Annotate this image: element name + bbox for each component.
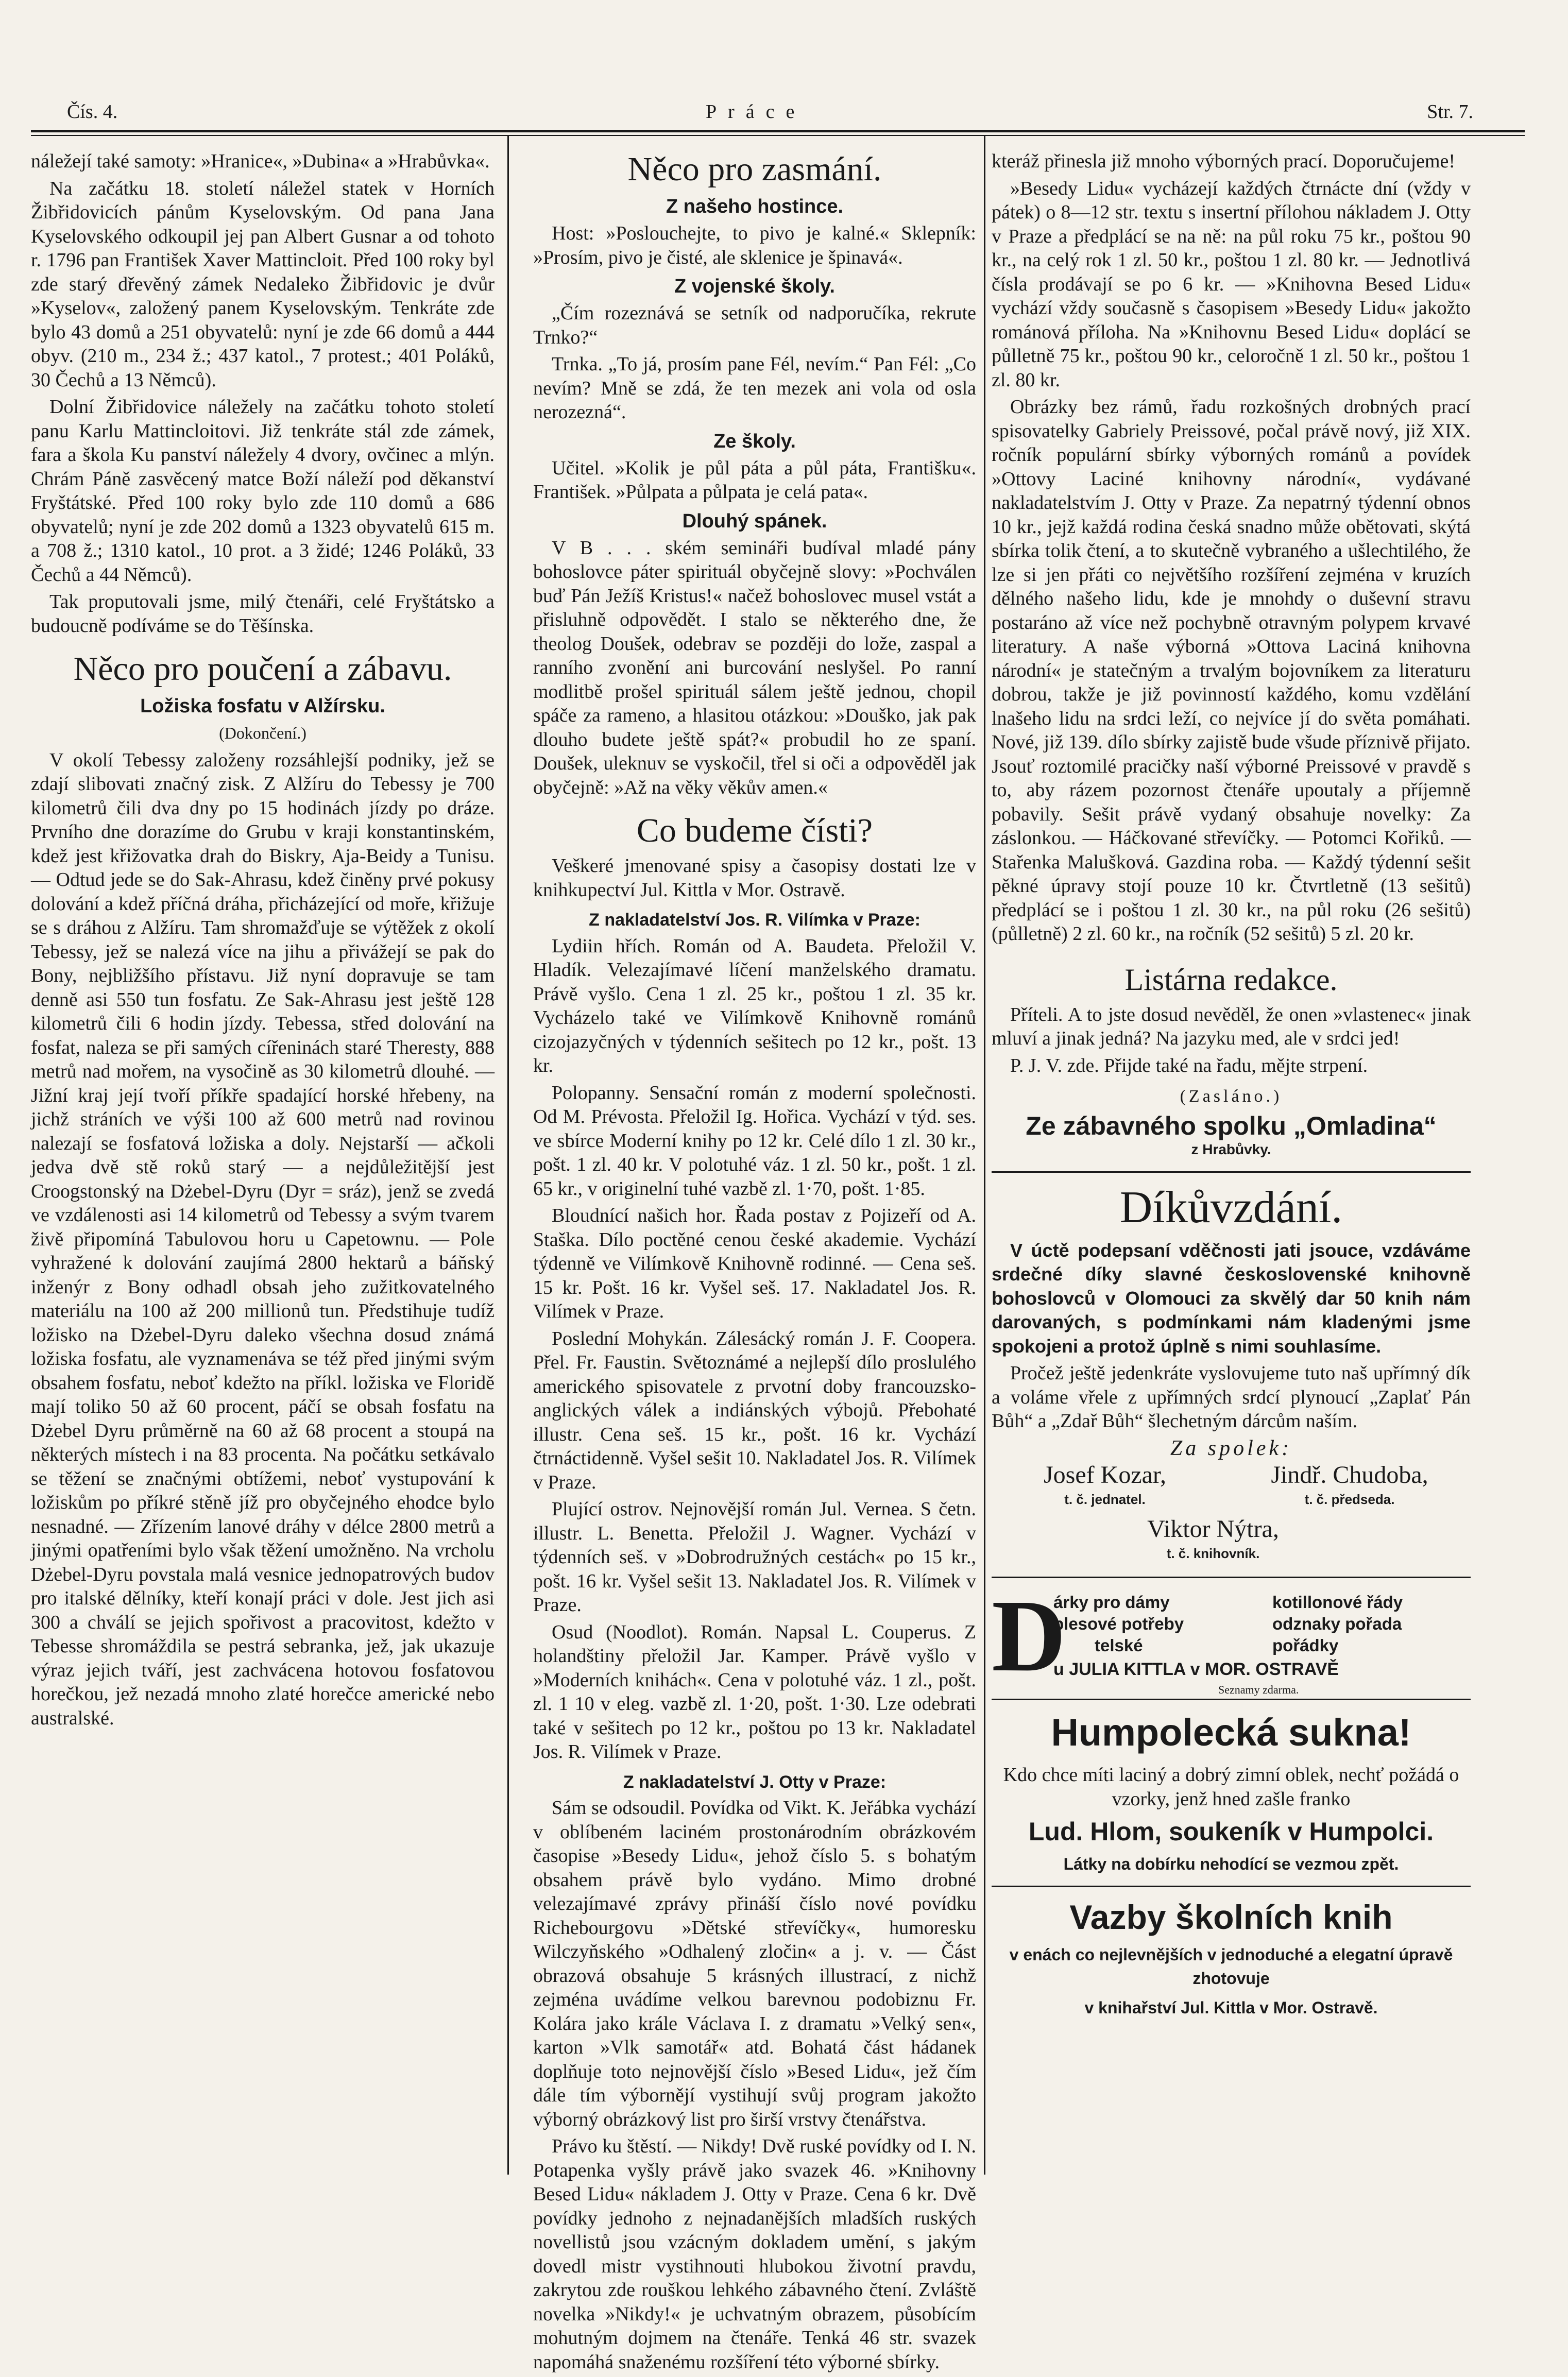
advert-line: plesové potřeby (1053, 1614, 1184, 1633)
divider (992, 1171, 1471, 1173)
signature-name: Viktor Nýtra, (1147, 1515, 1279, 1543)
column-middle (533, 149, 976, 2377)
divider (992, 1577, 1471, 1578)
advert-line: telské (1095, 1636, 1143, 1655)
humpolec-advert-title: Humpolecká sukna! (1051, 1711, 1411, 1754)
advert-address: u JULIA KITTLA v MOR. OSTRAVĚ (1053, 1660, 1339, 1679)
kittl-advert (992, 1579, 1471, 1696)
signature-role: t. č. předseda. (1304, 1491, 1395, 1507)
paragraph: V okolí Tebessy založeny rozsáhlejší podniky, jež se zdají slibovati značný zisk. Z Alžíru do Tebessy je 700 kilometrů čili dva dny po 15 hodinách jízdy po dráze. Prvního dne dorazíme do Grubu v kraji konstantinském, kdež jest křižovatka drah do Biskry, Aja-Beidy a Tunisu. — Odtud jede se do Sak-Ahrasu, kdež činěny prvé pokusy dolování a kdež příčná dráha, přicházející od moře, křižuje se s dráhou z Alžíru. Tam shromažďuje se výtěžek z okolí Tebessy, jež se nalezá více na jihu a přivážejí se pak do Bony, nejbližšího přístavu. Již nyní dopravuje se tam denně asi 550 tun fosfatu. Ze Sak-Ahrasu jest ještě 128 kilometrů čili 6 hodin jízdy. Tebessa, střed dolování na fosfat, naleza se při samých cířeninách staré Theresty, 888 metrů nad mořem, na vysočině as 30 kilometrů dlouhé. — Jižní kraj její tvoří příkře spadající horské hřebeny, na jichž stráních ve výši 100 až 600 metrů nad rovinou nalezají se fosfatová ložiska a doly. Nejstarší — ačkoli jedva dvě stě roků starý — a nejdůležitější jest Croogstonský na Dżebel-Dyru (Dyr = sráz), jenž se zvedá ve vzdálenosti asi 14 kilometrů od Tebessy a svým tvarem živě připomíná Tabulovou horu u Capetownu. — Pole vyhražené k dolování zaujímá 2800 hektarů a báňský inženýr z Bony odhadl obsah jeho zužitkovatelného materiálu na 100 až 200 millionů tun. Předstihuje tudíž ložisko na Dżebel-Dyru daleko všechna dosud známá ložiska fosfatu, ale vyznamenáva se též před jinými svým obsahem fosfatu, neboť kdežto na příkl. ložiska ve Floridě mají toliko 50 až 60 procent, páčí se obsah fosfatu na Dżebel Dyru průměrně na 60 až 68 procent a stoupá na některých místech i na 83 procenta. Na počátku setkávalo se těžení se značnými obtížemi, neboť vystupování k ložiskům po příkré stěně jíž pro obyčejného ehodce bylo nesnadné. — Zřízením lanové dráhy v délce 2800 metrů a jinými opatřeními bylo však těžení umožněno. Na vrcholu Dżebel-Dyru povstala malá vesnice jednopatrových budov pro italské dělníky, kteří konají práci v dole. Jest jich asi 300 a chválí se jejich spořivost a pracovitost, kdežto v Tebesse shromáždila se pestrá sebranka, jež, jak ukazuje výraz jejich tváří, jest zachvácena hotovou fosfatovou horečkou, jež nezadá mnoho zlaté horečce americké nebo australské. (31, 749, 495, 1729)
omladina-heading: Ze zábavného spolku „Omladina“ (1026, 1111, 1437, 1140)
joke-heading: Z vojenské školy. (674, 276, 835, 297)
paragraph: Sám se odsoudil. Povídka od Vikt. K. Jeřábka vychází v oblíbeném laciném prostonárodním obrázkovém časopise »Besedy Lidu«, jehož číslo 5. s bohatým obsahem právě bylo vydáno. Mimo drobné velezajímavé zprávy přináší číslo nové povídku Richebourgovu »Dětské střevíčky«, humoresku Wilczyňského »Odhalený zločin« a j. v. — Část obrazová obsahuje 5 krásných illustrací, z nichž zejména uvádíme velkou barevnou podobiznu Fr. Kolára jako krále Václava I. z dramatu »Velký sen«, karton »Vlk samotář« atd. Bohatá část hádanek doplňuje toto nejnovější číslo »Besed Lidu«, jež čím dále tím výbornějí vystihují svůj program jakožto výborný obrázkový list pro širší vrstvy čtenářstva. (533, 1797, 976, 2130)
section-heading: Co budeme čísti? (636, 812, 873, 849)
za-spolek-label: Za spolek: (1170, 1436, 1292, 1460)
section-heading: Něco pro zasmání. (627, 150, 882, 188)
header-rule-thin (31, 135, 1525, 136)
decorative-initial: D (992, 1579, 1066, 1693)
paragraph: „Čím rozeznává se setník od nadporučíka, rekrute Trnko?“ (533, 302, 976, 348)
advert-line: kotillonové řády (1272, 1593, 1403, 1612)
humpolec-advert-note: Látky na dobírku nehodící se vezmou zpět. (1063, 1855, 1399, 1873)
paragraph: Učitel. »Kolik je půl páta a půl páta, Františku«. František. »Půlpata a půlpata je celá pata«. (533, 457, 976, 503)
paragraph: Dolní Žibřidovice náležely na začátku tohoto století panu Karlu Mattincloitovi. Již tenkráte stál zde zámek, fara a škola Ku panství náležely 4 dvory, ovčinec a mlýn. Chrám Páně zasvěcený matce Boží náleží pod děkanství Fryštátské. Před 100 roky bylo zde 110 domů a 686 obyvatelů; nyní je zde 202 domů a 1323 obyvatelů 615 m. a 708 ž.; 1310 katol., 10 prot. a 3 židé; 1246 Poláků, 33 Čechů a 44 Němců). (31, 396, 495, 586)
paragraph: V úctě podepsaní vděčnosti jati jsouce, vzdáváme srdečné díky slavné československé knihovně bohoslovců v Olomouci za skvělý dar 50 knih nám darovaných, s podmínkami nám kladenými jsme spokojeni a protož úplně s nimi souhlasíme. (992, 1239, 1471, 1357)
article-title: Ložiska fosfatu v Alžírsku. (140, 695, 385, 717)
paragraph: Host: »Poslouchejte, to pivo je kalné.« Sklepník: »Prosím, pivo je čisté, ale sklenice je špinavá«. (533, 223, 976, 268)
bindings-advert-address: v knihařství Jul. Kittla v Mor. Ostravě. (1084, 1998, 1378, 2017)
omladina-subheading: z Hrabůvky. (1191, 1141, 1271, 1157)
page-header (67, 100, 1473, 131)
paragraph: Právo ku štěstí. — Nikdy! Dvě ruské povídky od I. N. Potapenka vyšly právě jako svazek 46. »Knihovny Besed Lidu« nákladem J. Otty v Praze. Cena 6 kr. Dvě povídky jednoho z nejnadanějších mladších ruských novellistů jsou vzácným dokladem umění, s jakým dovedl mistr vystihnouti hlubokou životní pravdu, zakrytou zde rouškou lehkého zábavného čtení. Zvláště novelka »Nikdy!« je uchvatným obrazem, působícím mohutným dojmem na čtenáře. Tenká 46 str. svazek napomáhá snaženému rozšíření této výborné sbírky. (533, 2135, 976, 2373)
section-heading: Něco pro poučení a zábavu. (73, 650, 452, 688)
joke-heading: Dlouhý spánek. (682, 510, 827, 532)
paragraph: »Besedy Lidu« vycházejí každých čtrnácte dní (vždy v pátek) o 8—12 str. textu s insertní přílohou nákladem J. Otty v Praze a předplácí se na ně: na půl roku 75 kr., poštou 90 kr., na celý rok 1 zl. 50 kr., poštou 1 zl. 80 kr. — Jednotlivá čísla prodávají se po 6 kr. — »Knihovna Besed Lidu« vychází vždy současně s časopisem »Besedy Lidu« jakožto románová příloha. Na »Knihovnu Besed Lidu« doplácí se půlletně 75 kr., poštou 90 kr., celoročně 1 zl. 50 kr., poštou 1 zl. 80 kr. (992, 177, 1471, 391)
paragraph: Osud (Noodlot). Román. Napsal L. Couperus. Z holandštiny přeložil Jar. Kamper. Právě vyšlo v »Moderních knihách«. Cena v polotuhé váz. 1 zl., pošt. zl. 1 10 v eleg. vazbě zl. 1·20, pošt. 1·30. Lze odebrati také v sešitech po 12 kr., poštou po 13 kr. Nakladatel Jos. R. Vilímek v Praze. (533, 1621, 976, 1763)
signature-name: Josef Kozar, (1044, 1461, 1166, 1489)
zaslano-label: (Zasláno.) (1180, 1087, 1283, 1106)
column-divider-2 (984, 135, 985, 2175)
section-heading: Listárna redakce. (1124, 962, 1338, 997)
paragraph: Obrázky bez rámů, řadu rozkošných drobných prací spisovatelky Gabriely Preissové, počal právě nový, již XIX. ročník populární sbírky výborných románů a povídek »Ottovy Laciné knihovny národní«, vydávané nakladatelstvím J. Otty v Praze. Za nepatrný týdenní obnos 10 kr., jejž každá rodina česká snadno může obětovati, skýtá sbírka tolik čtení, a to skutečně vybraného a ušlechtilého, že lze si jen přáti co největšího rozšíření zejména v kruzích dělného našeho lidu, kde je mnohdy o duševní stravu postaráno až více než pochybně otravným polypem krvavé literatury. A naše výborná »Ottova Laciná knihovna národní« je statečným a trvalým bojovníkem za literaturu dobrou, takže je již povinností každého, komu vzdělání lnašeho lidu na srdci leží, co nejvíce jí do světa pomáhati. Nové, již 139. dílo sbírky zajistě bude všude příznivě přijato. Jsouť roztomilé pracičky naší výborné Preissové v pravdě s to, aby rázem pozornost čtenáře upoutaly a příjemně pobavily. Sešit právě vydaný obsahuje novelky: Za záslonkou. — Háčkované střevíčky. — Potomci Kořiků. — Stařenka Malušková. Gazdina roba. — Každý týdenní sešit pěkné úpravy stojí pouze 10 kr. Čtvrtletně (13 sešitů) předplácí se i poštou 1 zl. 30 kr., na půl roku (26 sešitů) (půlletně) 2 zl. 60 kr., na ročník (52 sešitů) 5 zl. 20 kr. (992, 396, 1471, 945)
page-number: Str. 7. (1427, 101, 1473, 123)
paragraph: Kdo chce míti laciný a dobrý zimní oblek, nechť požádá o vzorky, jenž hned zašle franko (1003, 1764, 1459, 1810)
column-divider-1 (507, 135, 509, 2175)
bindings-advert-title: Vazby školních knih (1069, 1897, 1393, 1936)
paragraph: Veškeré jmenované spisy a časopisy dostati lze v knihkupectví Jul. Kittla v Mor. Ostravě. (533, 855, 976, 901)
signatures (992, 1463, 1471, 1577)
paragraph: náležejí také samoty: »Hranice«, »Dubina« a »Hrabůvka«. (31, 150, 490, 172)
publisher-heading: Z nakladatelství J. Otty v Praze: (623, 1772, 887, 1792)
bindings-advert-text: v enách co nejlevnějších v jednoduché a elegatní úpravě zhotovuje (1009, 1945, 1453, 1988)
signature-role: t. č. jednatel. (1064, 1491, 1146, 1507)
joke-heading: Ze školy. (713, 430, 796, 452)
header-rule (31, 130, 1525, 132)
advert-line: pořádky (1272, 1636, 1339, 1655)
paragraph: kteráž přinesla již mnoho výborných prací. Doporučujeme! (992, 150, 1456, 172)
paragraph: Pročež ještě jedenkráte vyslovujeme tuto naš upřímný dík a voláme vřele z upřímných srdcí plynoucí „Zaplať Pán Bůh“ a „Zdař Bůh“ šlechetným dárcům naším. (992, 1362, 1471, 1432)
advert-right-lines (1272, 1592, 1403, 1656)
newspaper-title: Práce (706, 101, 806, 123)
paragraph: Plující ostrov. Nejnovější román Jul. Verneа. S četn. illustr. L. Benetta. Přeložil J. Wagner. Vychází v týdenních seš. v »Dobrodružných cestách« po 15 kr., pošt. 16 kr. Vyšel sešit 13. Nakladatel Jos. R. Vilímek v Praze. (533, 1498, 976, 1616)
paragraph: Na začátku 18. století náležel statek v Horních Žibřidovicích pánům Kyselovským. Od pana Jana Kyselovského odkoupil jej pan Albert Gusnar a od tohoto r. 1796 pan František Xaver Mattincloit. Před 100 roky byl zde starý dřevěný zámek Nedaleko Žibřidovic je dvůr »Kyselov«, založený panem Kyselovským. Tenkráte zde bylo 43 domů a 251 obyvatelů: nyní je zde 66 domů a 444 obyv. (210 m., 234 ž.; 437 katol., 7 protest.; 401 Poláků, 30 Čechů a 13 Němců). (31, 177, 495, 391)
signature-name: Jindř. Chudoba, (1271, 1461, 1428, 1489)
joke-heading: Z našeho hostince. (666, 196, 844, 217)
paragraph: Trnka. „To já, prosím pane Fél, nevím.“ Pan Fél: „Co nevím? Mně se zdá, že ten mezek ani vola od osla nerozezná“. (533, 353, 976, 423)
advert-line: árky pro dámy (1053, 1593, 1170, 1612)
paragraph: Tak proputovali jsme, milý čtenáři, celé Fryštátsko a budoucně podíváme se do Těšínska. (31, 591, 495, 637)
article-subtitle: (Dokončení.) (219, 724, 306, 742)
paragraph: Polopanny. Sensační román z moderní společnosti. Od M. Prévosta. Přeložil Ig. Hořica. Vychází v týd. ses. ve sbírce Moderní knihy po 12 kr. Celé dílo 1 zl. 30 kr., pošt. 1 zl. 40 kr. V polotuhé váz. 1 zl. 50 kr., pošt. 1 zl. 65 kr., v originelní tuhé vazbě zl. 1·70, pošt. 1·85. (533, 1082, 976, 1200)
paragraph: Příteli. A to jste dosud nevěděl, že onen »vlastenec« jinak mluví a jinak jedná? Na jazyku med, ale v srdci jed! (992, 1003, 1471, 1049)
advert-left-lines (1053, 1592, 1184, 1656)
issue-number: Čís. 4. (67, 101, 118, 123)
paragraph: P. J. V. zde. Přijde také na řadu, mějte strpení. (1010, 1054, 1368, 1076)
paragraph: Bloudnící našich hor. Řada postav z Pojizeří od A. Staška. Dílo poctěné cenou české akademie. Vychází týdenně ve Vilímkově Knihovně rodinné. — Cena seš. 15 kr. Pošt. 16 kr. Vyšel seš. 17. Nakladatel Jos. R. Vilímek v Praze. (533, 1205, 976, 1322)
advert-note: Seznamy zdarma. (1218, 1683, 1299, 1696)
column-left (31, 149, 495, 1733)
column-right (992, 149, 1471, 2020)
signature-role: t. č. knihovník. (1166, 1545, 1260, 1561)
divider (992, 1886, 1471, 1887)
publisher-heading: Z nakladatelství Jos. R. Vilímka v Praze: (589, 910, 921, 930)
advert-line: odznaky pořada (1272, 1614, 1402, 1633)
thanks-heading: Díkůvzdání. (1119, 1182, 1343, 1233)
humpolec-advert-name: Lud. Hlom, soukeník v Humpolci. (1028, 1817, 1434, 1846)
paragraph: V B . . . ském semináři budíval mladé pány bohoslovce páter spirituál obyčejně slovy: »Pochválen buď Pán Ježíš Kristus!« načež bohoslovec musel vstát a přisluhně odpovědět. I stalo se některého dne, že theolog Doušek, odebrav se později do lože, zaspal a ranního zvonění ani burcování neslyšel. Po ranní modlitbě prošel spirituál sálem ještě jednou, chopil spáče za rameno, a hlasitou otázkou: »Douško, jak pak dlouho budete ještě spát?« probudil ho ze spaní. Doušek, uleknuv se vyskočil, třel si oči a odpověděl jak obyčejně: »Až na věky věkův amen.« (533, 537, 976, 798)
paragraph: Poslední Mohykán. Zálesácký román J. F. Coopera. Přel. Fr. Faustin. Světoznámé a nejlepší dílo proslulého amerického spisovatele z prvotní doby francouzsko-anglických válek a indiánských výbojů. Přebohaté illustr. Cena seš. 15 kr., pošt. 16 kr. Vychází čtrnáctidenně. Vyšel sešit 10. Nakladatel Jos. R. Vilímek v Praze. (533, 1327, 976, 1493)
paragraph: Lydiin hřích. Román od A. Baudeta. Přeložil V. Hladík. Velezajímavé líčení manželského dramatu. Právě vyšlo. Cena 1 zl. 25 kr., poštou 1 zl. 35 kr. Vycházelo také ve Vilímkově Knihovně románů cizojazyčných v týdenních sešitech po 12 kr., pošt. 13 kr. (533, 935, 976, 1076)
